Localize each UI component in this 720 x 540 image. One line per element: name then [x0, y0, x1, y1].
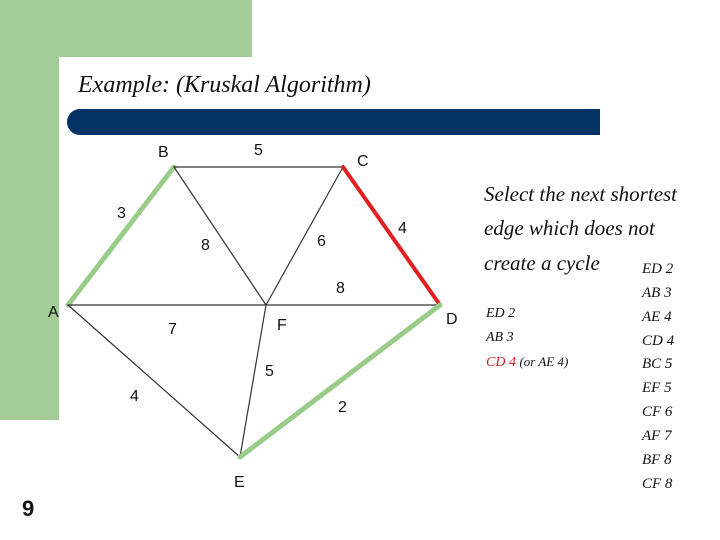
edge-weight-ed: 2 [338, 399, 347, 416]
node-label-d: D [446, 311, 458, 328]
sorted-edge: EF 5 [642, 380, 672, 396]
node-label-b: B [158, 144, 169, 161]
edge-weight-af: 7 [168, 321, 177, 338]
edge-ab [68, 167, 174, 305]
instruction-line-3: create a cycle [484, 251, 600, 275]
edge-weight-bc: 5 [254, 142, 263, 159]
node-label-a: A [48, 304, 59, 321]
edge-weight-fd: 8 [336, 280, 345, 297]
sorted-edge: BC 5 [642, 356, 673, 372]
edge-cd [343, 167, 440, 305]
chosen-edge-text: AB 3 [486, 330, 514, 345]
edge-weight-cf: 6 [317, 233, 326, 250]
sorted-edge: CF 8 [642, 476, 673, 492]
edge-weight-cd: 4 [398, 220, 407, 237]
node-label-c: C [357, 153, 369, 170]
chosen-edge-text: CD 4 [486, 355, 516, 370]
chosen-edge-note: (or AE 4) [519, 354, 569, 369]
sorted-edge: ED 2 [642, 261, 674, 277]
edge-ed [240, 305, 440, 457]
chosen-edge-current [486, 354, 568, 371]
edge-fe [240, 305, 266, 457]
page-number: 9 [22, 496, 35, 521]
sorted-edge: AB 3 [642, 285, 672, 301]
edge-weight-bf: 8 [201, 237, 210, 254]
edge-cf [266, 167, 343, 305]
sorted-edge: AF 7 [642, 428, 672, 444]
edge-bf [174, 167, 266, 305]
chosen-edge [486, 330, 514, 346]
sorted-edge: AE 4 [642, 309, 672, 325]
sorted-edge: BF 8 [642, 452, 672, 468]
edge-weight-ae: 4 [130, 388, 139, 405]
slide-title: Example: (Kruskal Algorithm) [78, 72, 371, 98]
instruction-line-2: edge which does not [484, 216, 655, 240]
sorted-edge: CD 4 [642, 333, 675, 349]
edge-weight-fe: 5 [265, 363, 274, 380]
edge-weight-ab: 3 [117, 205, 126, 222]
node-label-e: E [234, 474, 245, 491]
chosen-edge [486, 306, 515, 322]
edge-ae [68, 305, 240, 457]
chosen-edge-text: ED 2 [486, 306, 516, 321]
instruction-line-1: Select the next shortest [484, 182, 678, 206]
sorted-edge: CF 6 [642, 404, 673, 420]
node-label-f: F [277, 317, 287, 334]
